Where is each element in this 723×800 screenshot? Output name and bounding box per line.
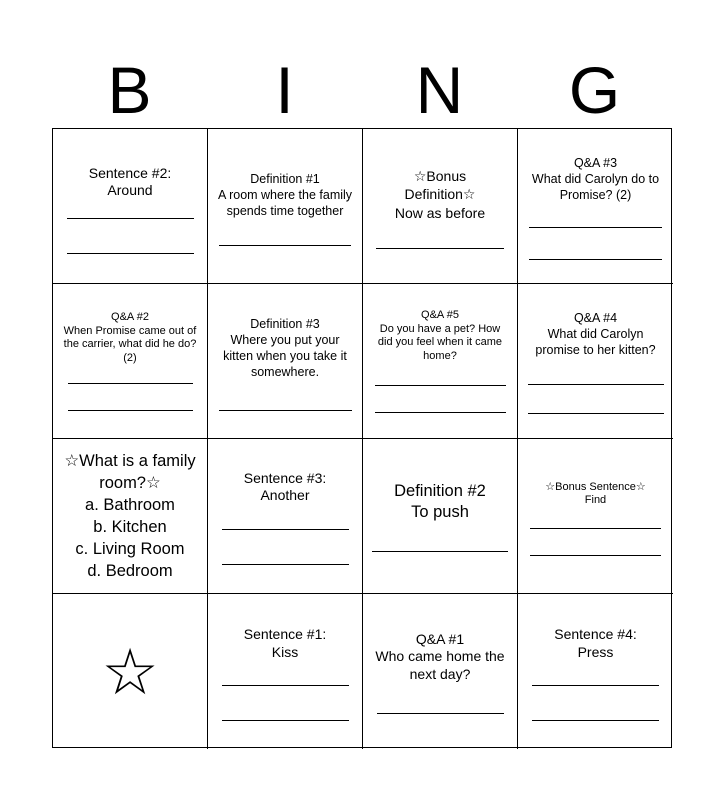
bingo-cell-r4c2 [208,594,363,749]
cell-text: Q&A #3 What did Carolyn do to Promise? (2) [531,155,660,202]
cell-text: Q&A #5 Do you have a pet? How did you feel when it came home? [377,309,503,362]
answer-line [529,227,662,228]
cell-text: Sentence #3: Another [243,469,327,503]
cell-text: Sentence #4: Press [554,626,637,660]
answer-line [532,685,659,686]
cell-text: Definition #2 To push [394,481,486,521]
answer-line [372,551,508,552]
answer-line [222,720,349,721]
answer-line [219,245,351,246]
bingo-cell-r1c2 [208,129,363,284]
cell-text: Sentence #1: Kiss [243,626,327,660]
bingo-cell-r2c3 [363,284,518,439]
bingo-cell-r3c2 [208,439,363,594]
cell-text: Sentence #2: Around [88,164,172,198]
cell-text: ☆Bonus Definition☆ Now as before [394,167,486,221]
bingo-grid [52,128,672,748]
cell-text: Q&A #4 What did Carolyn promise to her kitten? [535,311,656,357]
answer-line [67,253,194,254]
cell-text: Definition #3 Where you put your kitten when you take it somewhere. [223,316,347,379]
answer-line [528,384,664,385]
bingo-cell-r4c4 [518,594,673,749]
header-letter-n: N [415,53,464,127]
answer-line [377,713,504,714]
answer-line [529,259,662,260]
answer-line [219,410,352,411]
cell-text: Q&A #2 When Promise came out of the carrier, what did he do? (2) [63,311,197,364]
answer-line [530,528,661,529]
bingo-cell-free [53,594,208,749]
bingo-cell-r1c4 [518,129,673,284]
answer-line [528,413,664,414]
answer-line [222,529,349,530]
answer-line [530,555,661,556]
answer-line [532,720,659,721]
bingo-cell-r1c3 [363,129,518,284]
bingo-cell-r1c1 [53,129,208,284]
bingo-cell-r2c2 [208,284,363,439]
bingo-cell-r3c1 [53,439,208,594]
bingo-header [52,52,672,128]
cell-text: ☆Bonus Sentence☆ Find [545,480,646,506]
answer-line [375,412,506,413]
answer-line [68,410,193,411]
answer-line [222,685,349,686]
answer-line [67,218,194,219]
cell-text: Definition #1 A room where the family spends time together [217,171,353,218]
answer-line [376,248,504,249]
bingo-cell-r3c4 [518,439,673,594]
cell-text: ☆What is a family room?☆ a. Bathroom b. Kitchen c. Living Room d. Bedroom [64,452,196,580]
bingo-cell-r2c1 [53,284,208,439]
header-letter-b: B [107,53,152,127]
bingo-cell-r3c3 [363,439,518,594]
star-icon: ☆ [101,635,159,708]
header-letter-g: G [568,53,621,127]
bingo-cell-r2c4 [518,284,673,439]
answer-line [68,383,193,384]
answer-line [375,385,506,386]
bingo-cell-r4c3 [363,594,518,749]
cell-text: Q&A #1 Who came home the next day? [375,630,505,682]
answer-line [222,564,349,565]
header-letter-i: I [275,53,294,127]
